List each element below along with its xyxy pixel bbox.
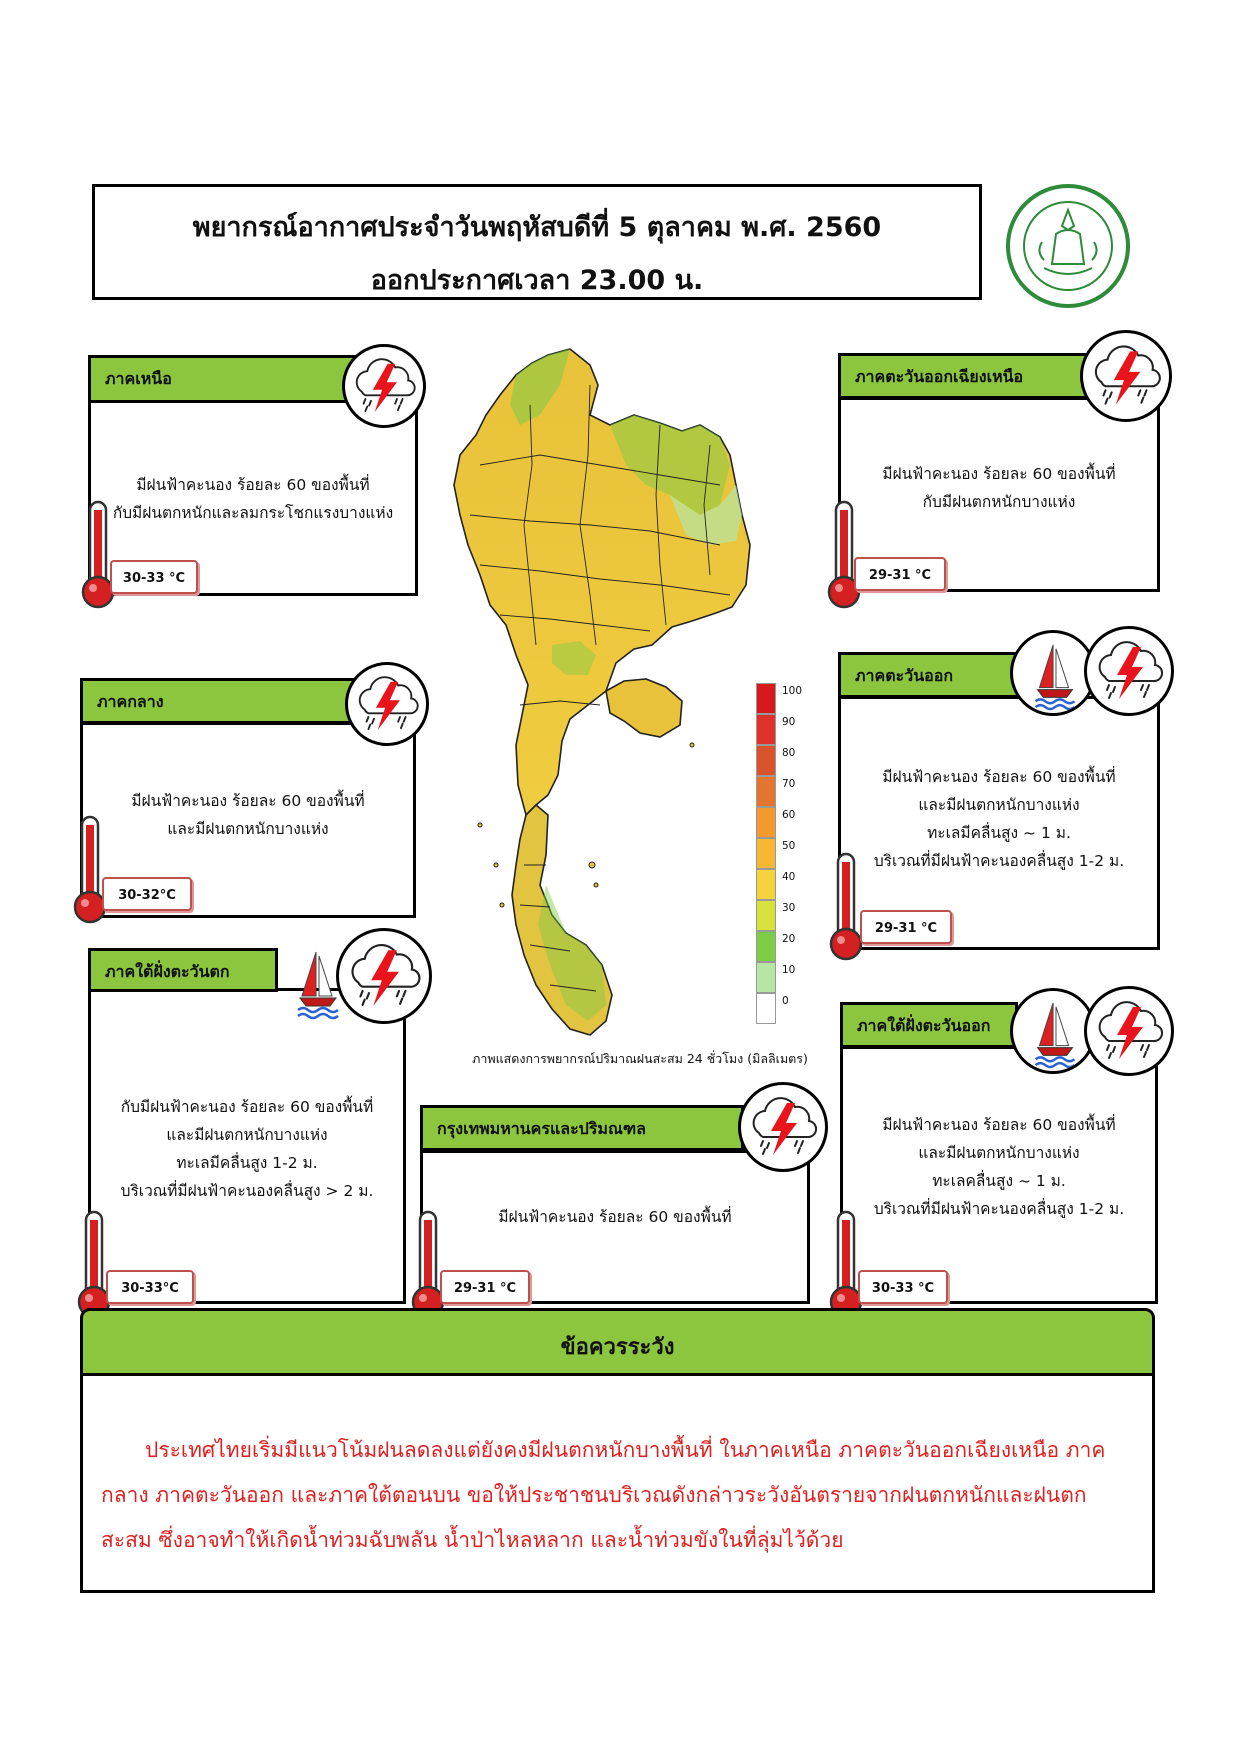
thunderstorm-icon — [336, 928, 432, 1024]
legend-swatch — [756, 869, 776, 900]
south-east-line-3: ทะเลคลื่นสูง ~ 1 ม. — [932, 1172, 1066, 1190]
legend-swatch — [756, 683, 776, 714]
south-east-card — [840, 1046, 1158, 1304]
legend-label: 20 — [782, 933, 796, 945]
legend-label: 40 — [782, 871, 796, 883]
caution-text: ประเทศไทยเริ่มมีแนวโน้มฝนลดลงแต่ยังคงมีฝนตกหนักบางพื้นที่ ในภาคเหนือ ภาคตะวันออกเฉียงเหนือ ภาคกลาง ภาคตะวันออก และภาคใต้ตอนบน ขอให้ประชาชนบริเวณดังกล่าวระวังอันตรายจากฝนตกหนักและฝนตกสะสม ซึ่งอาจทำให้เกิดน้ำท่วมฉับพลัน น้ำป่าไหลหลาก และน้ำท่วมขังในที่ลุ่มไว้ด้วย — [80, 1373, 1155, 1593]
bangkok-temp: 29-31 °C — [440, 1270, 530, 1304]
south-west-line-1: กับมีฝนฟ้าคะนอง ร้อยละ 60 ของพื้นที่ — [120, 1098, 374, 1116]
legend-swatch — [756, 714, 776, 745]
south-west-line-4: บริเวณที่มีฝนฟ้าคะนองคลื่นสูง > 2 ม. — [120, 1182, 374, 1200]
north-line-2: กับมีฝนตกหนักและลมกระโชกแรงบางแห่ง — [112, 504, 394, 522]
legend-swatch — [756, 745, 776, 776]
legend-label: 60 — [782, 809, 796, 821]
rainfall-legend — [756, 683, 803, 1024]
northeast-line-1: มีฝนฟ้าคะนอง ร้อยละ 60 ของพื้นที่ — [882, 465, 1116, 483]
bangkok-title: กรุงเทพมหานครและปริมณฑล — [420, 1105, 744, 1151]
legend-label: 30 — [782, 902, 796, 914]
legend-swatch — [756, 807, 776, 838]
central-line-1: มีฝนฟ้าคะนอง ร้อยละ 60 ของพื้นที่ — [131, 792, 365, 810]
legend-label: 80 — [782, 747, 796, 759]
legend-label: 90 — [782, 716, 796, 728]
legend-label: 70 — [782, 778, 796, 790]
forecast-title-box — [92, 184, 982, 300]
legend-swatch — [756, 776, 776, 807]
north-title: ภาคเหนือ — [88, 355, 356, 403]
thunderstorm-icon — [342, 344, 426, 428]
legend-label: 50 — [782, 840, 796, 852]
south-west-line-3: ทะเลมีคลื่นสูง 1-2 ม. — [176, 1154, 318, 1172]
central-temp: 30-32°C — [102, 877, 192, 911]
thunderstorm-icon — [1080, 330, 1172, 422]
sailboat-icon — [296, 948, 340, 1020]
legend-swatch — [756, 900, 776, 931]
south-east-line-4: บริเวณที่มีฝนฟ้าคะนองคลื่นสูง 1-2 ม. — [873, 1200, 1125, 1218]
south-east-title: ภาคใต้ฝั่งตะวันออก — [840, 1002, 1018, 1048]
legend-label: 10 — [782, 964, 796, 976]
meteorological-department-seal — [1004, 182, 1132, 310]
central-title: ภาคกลาง — [80, 678, 362, 724]
legend-label: 100 — [782, 685, 803, 697]
issue-time: ออกประกาศเวลา 23.00 น. — [370, 265, 704, 296]
east-temp: 29-31 °C — [860, 910, 952, 944]
legend-swatch — [756, 993, 776, 1024]
legend-swatch — [756, 838, 776, 869]
south-east-temp: 30-33 °C — [858, 1270, 948, 1304]
map-caption: ภาพแสดงการพยากรณ์ปริมาณฝนสะสม 24 ชั่วโมง (มิลลิเมตร) — [472, 1051, 808, 1066]
thermometer-icon — [826, 852, 866, 962]
east-line-3: ทะเลมีคลื่นสูง ~ 1 ม. — [927, 824, 1071, 842]
thermometer-icon — [824, 500, 864, 610]
thunderstorm-icon — [738, 1082, 828, 1172]
legend-label: 0 — [782, 995, 789, 1007]
south-west-line-2: และมีฝนตกหนักบางแห่ง — [166, 1126, 328, 1144]
thunderstorm-icon — [1084, 986, 1174, 1076]
south-west-title: ภาคใต้ฝั่งตะวันตก — [88, 948, 278, 992]
east-line-2: และมีฝนตกหนักบางแห่ง — [918, 796, 1080, 814]
forecast-title: พยากรณ์อากาศประจำวันพฤหัสบดีที่ 5 ตุลาคม พ.ศ. 2560 — [192, 212, 882, 243]
central-line-2: และมีฝนตกหนักบางแห่ง — [167, 820, 329, 838]
east-line-4: บริเวณที่มีฝนฟ้าคะนองคลื่นสูง 1-2 ม. — [873, 852, 1125, 870]
south-east-line-2: และมีฝนตกหนักบางแห่ง — [918, 1144, 1080, 1162]
south-west-card — [88, 988, 406, 1304]
legend-swatch — [756, 931, 776, 962]
northeast-temp: 29-31 °C — [854, 557, 946, 591]
bangkok-line-1: มีฝนฟ้าคะนอง ร้อยละ 60 ของพื้นที่ — [498, 1208, 732, 1226]
thunderstorm-icon — [345, 662, 429, 746]
legend-swatch — [756, 962, 776, 993]
north-temp: 30-33 °C — [110, 560, 198, 594]
thunderstorm-icon — [1084, 626, 1174, 716]
northeast-line-2: กับมีฝนตกหนักบางแห่ง — [922, 493, 1076, 511]
caution-title: ข้อควรระวัง — [80, 1308, 1155, 1376]
east-title: ภาคตะวันออก — [838, 652, 1028, 698]
south-west-temp: 30-33°C — [106, 1270, 194, 1304]
south-east-line-1: มีฝนฟ้าคะนอง ร้อยละ 60 ของพื้นที่ — [882, 1116, 1116, 1134]
northeast-title: ภาคตะวันออกเฉียงเหนือ — [838, 353, 1096, 399]
north-line-1: มีฝนฟ้าคะนอง ร้อยละ 60 ของพื้นที่ — [136, 476, 370, 494]
east-line-1: มีฝนฟ้าคะนอง ร้อยละ 60 ของพื้นที่ — [882, 768, 1116, 786]
